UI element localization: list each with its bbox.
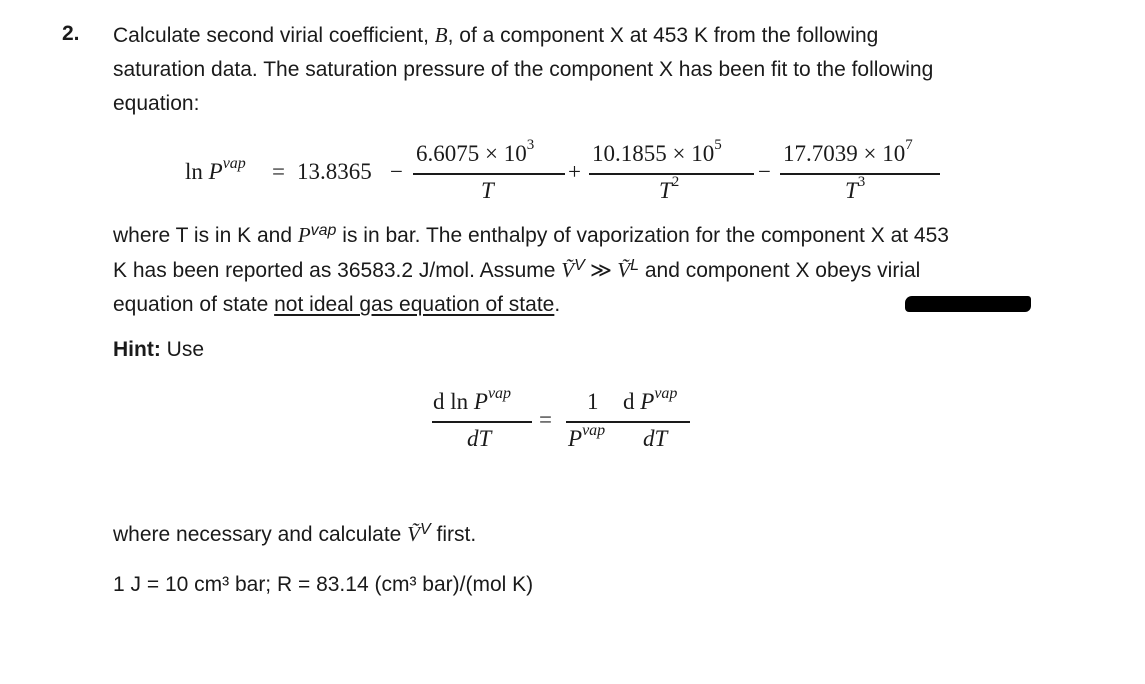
body-line-3: equation of state not ideal gas equation of state.: [113, 293, 561, 316]
question-number: 2.: [62, 22, 80, 45]
intro-line-3: equation:: [113, 92, 200, 115]
footer-line-1: where necessary and calculate Ṽ$^V$ first.: [113, 521, 477, 546]
eq1-equals: =: [272, 159, 285, 184]
eq2-lhs-numerator: d $\ln P^{vap}$: [433, 385, 512, 414]
intro-line-1: Calculate second virial coefficient, B, of a component X at 453 K from the following: [113, 23, 879, 47]
eq1-term2-numerator: $10.1855 \times 10^5$: [592, 137, 722, 166]
eq1-term3-numerator: $17.7039 \times 10^7$: [783, 137, 913, 166]
eq2-r1-denominator: $P^{vap}$: [568, 422, 606, 451]
hint-label: Hint:: [113, 338, 161, 361]
eq2-lhs-fraction-bar: [432, 421, 532, 423]
eq1-constant: 13.8365: [297, 159, 372, 184]
body-line-2: K has been reported as 36583.2 J/mol. Assume Ṽ$^V$ ≫ Ṽ$^L$ and component X obeys virial: [113, 257, 921, 282]
eq2-r1-numerator: 1: [587, 389, 599, 414]
body-line-1: where T is in K and $P^{vap}$ is in bar. The enthalpy of vaporization for the component X at 453: [113, 222, 949, 247]
eq1-plus: +: [568, 159, 581, 184]
redaction-mark: [905, 296, 1031, 312]
footer-line-2: 1 J = 10 cm³ bar; R = 83.14 (cm³ bar)/(mol K): [113, 573, 534, 596]
eq2-lhs-denominator: dT: [467, 426, 492, 451]
symbol-b: B: [434, 23, 448, 47]
eq2-r2-denominator: dT: [643, 426, 668, 451]
eq1-term3-denominator: $T^3$: [845, 174, 866, 203]
eq1-lhs: $\ln P^{vap}$: [185, 155, 246, 184]
eq1-minus-1: −: [390, 159, 403, 184]
eq1-term1-fraction-bar: [413, 173, 565, 175]
eq2-r2-numerator: d $P^{vap}$: [623, 385, 678, 414]
eq1-minus-2: −: [758, 159, 771, 184]
eq1-term2-denominator: $T^2$: [659, 174, 680, 203]
eq1-term1-denominator: T: [481, 178, 494, 203]
eq2-r2-fraction-bar: [622, 421, 690, 423]
eq2-equals: =: [539, 407, 552, 432]
underlined-phrase: not ideal gas equation of state: [274, 293, 555, 316]
hint-line: Hint: Use: [113, 338, 205, 361]
intro-line-2: saturation data. The saturation pressure of the component X has been fit to the following: [113, 58, 934, 81]
eq1-term1-numerator: $6.6075 \times 10^3$: [416, 137, 535, 166]
